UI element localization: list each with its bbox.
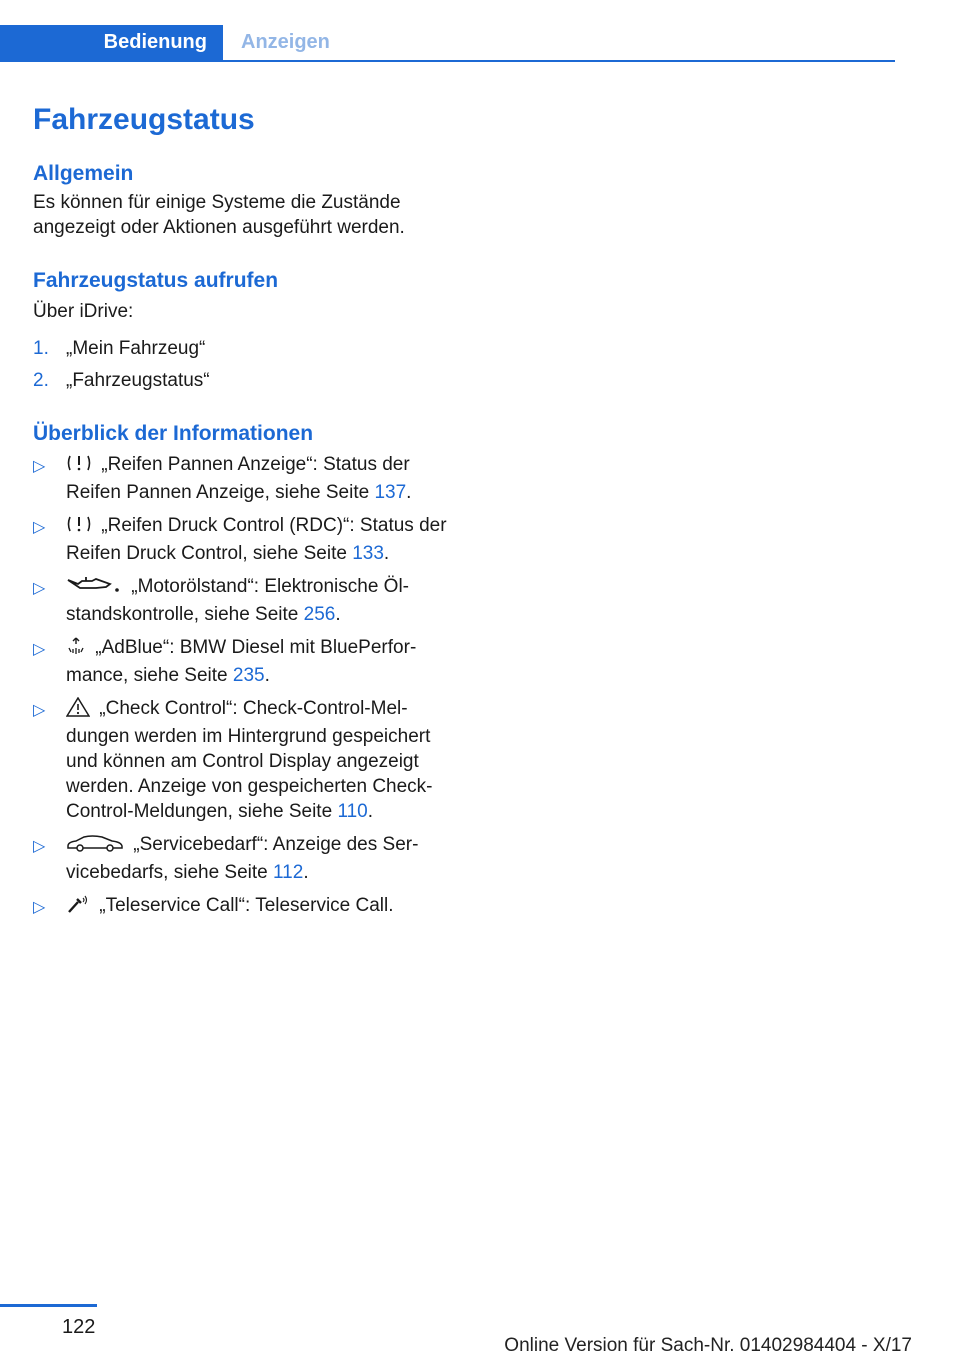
item-end: . xyxy=(303,862,309,883)
info-list xyxy=(33,452,453,921)
step-text: „Mein Fahrzeug“ xyxy=(66,338,206,359)
page-title: Fahrzeugstatus xyxy=(33,103,255,136)
step-number: 2. xyxy=(33,370,49,391)
page-link[interactable]: 133 xyxy=(352,543,384,564)
list-item xyxy=(33,635,453,688)
adblue-icon xyxy=(66,636,86,663)
section-overview xyxy=(33,420,453,921)
item-end: . xyxy=(406,482,412,503)
section-general xyxy=(33,160,453,240)
item-text: „Reifen Druck Control (RDC)“: Status der Reifen Druck Control, siehe Seite xyxy=(66,515,447,564)
call-heading: Fahrzeugstatus aufrufen xyxy=(33,269,279,292)
call-intro: Über iDrive: xyxy=(33,301,134,322)
steps-list xyxy=(33,336,453,400)
list-item xyxy=(33,368,453,400)
list-item xyxy=(33,513,453,566)
general-text: Es können für einige Systeme die Zustände angezeigt oder Aktionen ausgeführt werden. xyxy=(33,192,405,238)
item-end: . xyxy=(264,665,270,686)
page-link[interactable]: 256 xyxy=(303,604,336,625)
item-end: . xyxy=(335,604,341,625)
bullet-icon: ▷ xyxy=(33,641,46,658)
page-link[interactable]: 110 xyxy=(337,801,368,822)
tab-divider xyxy=(0,60,895,62)
tire-pressure-icon xyxy=(66,453,92,480)
bullet-icon: ▷ xyxy=(33,702,46,719)
page-header xyxy=(33,100,453,140)
step-number: 1. xyxy=(33,338,49,359)
item-text: „Servicebedarf“: Anzeige des Servicebedarfs, siehe Seite xyxy=(66,834,419,883)
item-end: . xyxy=(367,801,374,822)
bullet-icon: ▷ xyxy=(33,519,46,536)
list-item xyxy=(33,893,453,921)
page-number-rule xyxy=(0,1304,97,1307)
page-link[interactable]: 235 xyxy=(232,665,265,686)
list-item xyxy=(33,452,453,505)
item-text: „Teleservice Call“: Teleservice Call. xyxy=(99,895,394,916)
step-text: „Fahrzeugstatus“ xyxy=(66,370,210,391)
bullet-icon: ▷ xyxy=(33,580,46,597)
list-item xyxy=(33,574,453,627)
list-item xyxy=(33,832,453,885)
tire-pressure-icon xyxy=(66,514,92,541)
teleservice-wrench-icon xyxy=(66,894,90,921)
oil-can-icon xyxy=(66,575,122,602)
page-number: 122 xyxy=(62,1316,96,1338)
overview-heading: Überblick der Informationen xyxy=(33,422,314,445)
item-text: „Check Control“: Check-Control-Meldungen werden im Hintergrund gespeichert und können am Control Display angezeigt werden. Anzeige von gespeicherten Check-Control-Meldungen, siehe Seite xyxy=(66,698,433,822)
page-link[interactable]: 112 xyxy=(273,862,304,883)
list-item xyxy=(33,336,453,368)
item-text: „Motorölstand“: Elektronische Ölstandskontrolle, siehe Seite xyxy=(66,576,409,625)
item-text: „AdBlue“: BMW Diesel mit BluePerformance, siehe Seite xyxy=(66,637,417,686)
section-call xyxy=(33,267,453,400)
bullet-icon: ▷ xyxy=(33,899,46,916)
section-tabbar xyxy=(0,25,895,62)
page-link[interactable]: 137 xyxy=(374,482,407,503)
tab-bedienung[interactable]: Bedienung xyxy=(0,25,223,60)
general-heading: Allgemein xyxy=(33,162,134,185)
item-end: . xyxy=(383,543,390,564)
tab-anzeigen[interactable]: Anzeigen xyxy=(241,31,330,53)
service-car-icon xyxy=(66,833,124,860)
bullet-icon: ▷ xyxy=(33,838,46,855)
footer-text: Online Version für Sach-Nr. 01402984404 - X/17 xyxy=(504,1335,912,1356)
item-text: „Reifen Pannen Anzeige“: Status der Reifen Pannen Anzeige, siehe Seite xyxy=(66,454,410,503)
warning-triangle-icon xyxy=(66,697,90,724)
bullet-icon: ▷ xyxy=(33,458,46,475)
list-item xyxy=(33,696,453,824)
